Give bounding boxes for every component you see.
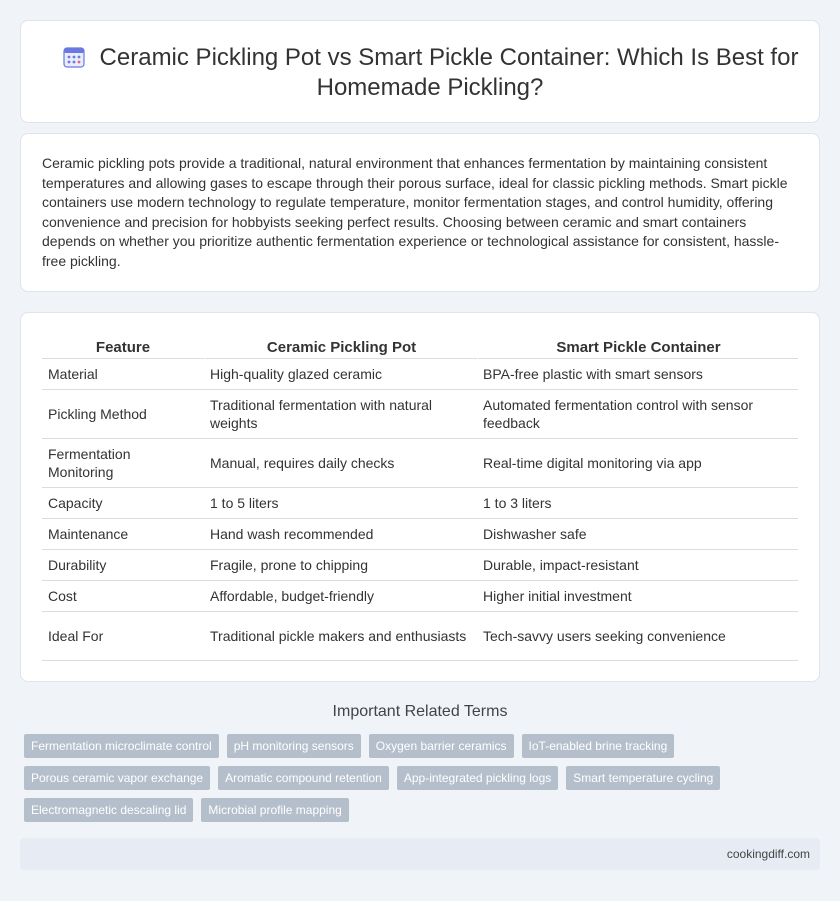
- comparison-card: [20, 312, 820, 682]
- row-feature: Ideal For: [42, 612, 204, 661]
- row-ceramic: High-quality glazed ceramic: [204, 359, 477, 390]
- row-ceramic: Affordable, budget-friendly: [204, 581, 477, 612]
- related-term-tag[interactable]: Microbial profile mapping: [201, 798, 348, 822]
- related-term-tag[interactable]: Fermentation microclimate control: [24, 734, 219, 758]
- table-row: [42, 519, 798, 550]
- row-ceramic: Hand wash recommended: [204, 519, 477, 550]
- row-feature: Material: [42, 359, 204, 390]
- table-row: [42, 439, 798, 488]
- related-terms-list: [24, 734, 804, 822]
- table-row: [42, 488, 798, 519]
- row-smart: Dishwasher safe: [477, 519, 798, 550]
- related-term-tag[interactable]: Oxygen barrier ceramics: [369, 734, 514, 758]
- page-title-text: Ceramic Pickling Pot vs Smart Pickle Container: Which Is Best for Homemade Pickling?: [99, 44, 799, 101]
- comparison-table: [42, 334, 798, 661]
- calendar-icon: [62, 45, 86, 69]
- related-term-tag[interactable]: pH monitoring sensors: [227, 734, 361, 758]
- footer-site-link[interactable]: cookingdiff.com: [726, 847, 810, 861]
- table-row: [42, 390, 798, 439]
- table-row: [42, 550, 798, 581]
- row-ceramic: Fragile, prone to chipping: [204, 550, 477, 581]
- row-ceramic: Traditional pickle makers and enthusiasts: [204, 612, 477, 661]
- row-ceramic: Manual, requires daily checks: [204, 439, 477, 488]
- footer: [20, 838, 820, 870]
- row-smart: Real-time digital monitoring via app: [477, 439, 798, 488]
- row-ceramic: 1 to 5 liters: [204, 488, 477, 519]
- table-header-row: [42, 334, 798, 359]
- row-feature: Fermentation Monitoring: [42, 439, 204, 488]
- related-term-tag[interactable]: Smart temperature cycling: [566, 766, 720, 790]
- title-card: [20, 20, 820, 123]
- table-row: [42, 612, 798, 661]
- page-title: [61, 43, 799, 103]
- row-ceramic: Traditional fermentation with natural weights: [204, 390, 477, 439]
- row-smart: Durable, impact-resistant: [477, 550, 798, 581]
- related-term-tag[interactable]: IoT-enabled brine tracking: [522, 734, 675, 758]
- summary-text: Ceramic pickling pots provide a traditional, natural environment that enhances fermentation by maintaining consistent temperatures and allowing gases to escape through their porous surface, ideal for classic pickling methods. Smart pickle containers use modern technology to regulate temperature, monitor fermentation stages, and control humidity, offering convenience and precision for hobbyists seeking perfect results. Choosing between ceramic and smart containers depends on whether you prioritize authentic fermentation experience or technological assistance for consistent, hassle-free pickling.: [42, 155, 788, 269]
- summary-card: [20, 133, 820, 292]
- row-smart: 1 to 3 liters: [477, 488, 798, 519]
- row-smart: BPA-free plastic with smart sensors: [477, 359, 798, 390]
- header-smart: Smart Pickle Container: [477, 334, 798, 359]
- row-smart: Tech-savvy users seeking convenience: [477, 612, 798, 661]
- related-term-tag[interactable]: Electromagnetic descaling lid: [24, 798, 193, 822]
- header-ceramic: Ceramic Pickling Pot: [204, 334, 477, 359]
- row-feature: Capacity: [42, 488, 204, 519]
- related-term-tag[interactable]: Porous ceramic vapor exchange: [24, 766, 210, 790]
- row-feature: Durability: [42, 550, 204, 581]
- header-feature: Feature: [42, 334, 204, 359]
- row-feature: Pickling Method: [42, 390, 204, 439]
- row-feature: Maintenance: [42, 519, 204, 550]
- related-terms-heading: Important Related Terms: [332, 703, 508, 720]
- table-row: [42, 359, 798, 390]
- related-term-tag[interactable]: App-integrated pickling logs: [397, 766, 558, 790]
- row-smart: Higher initial investment: [477, 581, 798, 612]
- row-feature: Cost: [42, 581, 204, 612]
- row-smart: Automated fermentation control with sensor feedback: [477, 390, 798, 439]
- related-term-tag[interactable]: Aromatic compound retention: [218, 766, 389, 790]
- table-row: [42, 581, 798, 612]
